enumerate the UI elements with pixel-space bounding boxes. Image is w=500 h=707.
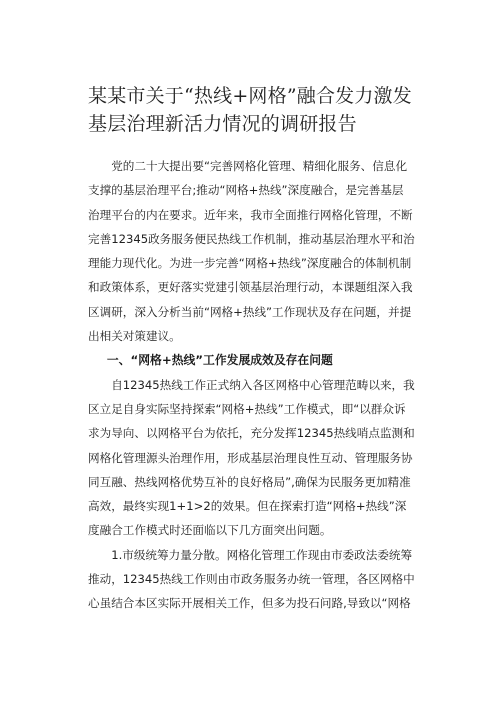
text-line: 高效，最终实现1+1>2的效果。但在探索打造“网格+热线”深 <box>88 499 407 514</box>
text-line: 网格化管理源头治理作用，形成基层治理良性互动、管理服务协 <box>88 450 413 465</box>
text-line: 支撑的基层治理平台;推动“网格+热线”深度融合，是完善基层 <box>88 183 404 198</box>
text-line: 理能力现代化。为进一步完善“网格+热线”深度融合的体制机制 <box>88 256 412 271</box>
document-body <box>88 154 438 616</box>
text-line: 党的二十大提出要“完善网格化管理、精细化服务、信息化 <box>111 159 408 173</box>
text-line: 求为导向、以网格平台为依托，充分发挥12345热线哨点监测和 <box>88 426 415 441</box>
text-line: 自12345热线工作正式纳入各区网格中心管理范畴以来，我 <box>111 377 415 392</box>
text-line: 1.市级统筹力量分散。网格化管理工作现由市委政法委统筹 <box>111 547 413 562</box>
text-line: 区调研，深入分析当前“网格+热线”工作现状及存在问题，并提 <box>88 304 412 319</box>
text-line: 推动，12345热线工作则由市政务服务办统一管理，各区网格中 <box>88 572 415 587</box>
intro-paragraph <box>88 154 438 348</box>
title-line-1: 某某市关于“热线+网格”融合发力激发 <box>88 85 412 107</box>
document-title <box>88 82 448 138</box>
text-line: 区立足自身实际坚持探索“网格+热线”工作模式，即“以群众诉 <box>88 401 406 416</box>
text-line: 和政策体系，更好落实党建引领基层治理行动，本课题组深入我 <box>88 280 413 295</box>
text-line: 同互融、热线网格优势互补的良好格局”,确保为民服务更加精准 <box>88 474 411 489</box>
section-heading: 一、“网格+热线”工作发展成效及存在问题 <box>106 353 333 368</box>
text-line: 心虽结合本区实际开展相关工作，但多为投石问路,导致以“网格 <box>88 596 411 611</box>
text-line: 度融合工作模式时还面临以下几方面突出问题。 <box>88 523 332 538</box>
text-line: 完善12345政务服务便民热线工作机制，推动基层治理水平和治 <box>88 231 415 246</box>
text-line: 出相关对策建议。 <box>88 329 181 344</box>
point1-paragraph <box>88 543 438 616</box>
section1-paragraph <box>88 373 438 543</box>
text-line: 治理平台的内在要求。近年来，我市全面推行网格化管理，不断 <box>88 207 413 222</box>
title-line-2: 基层治理新活力情况的调研报告 <box>88 113 357 135</box>
